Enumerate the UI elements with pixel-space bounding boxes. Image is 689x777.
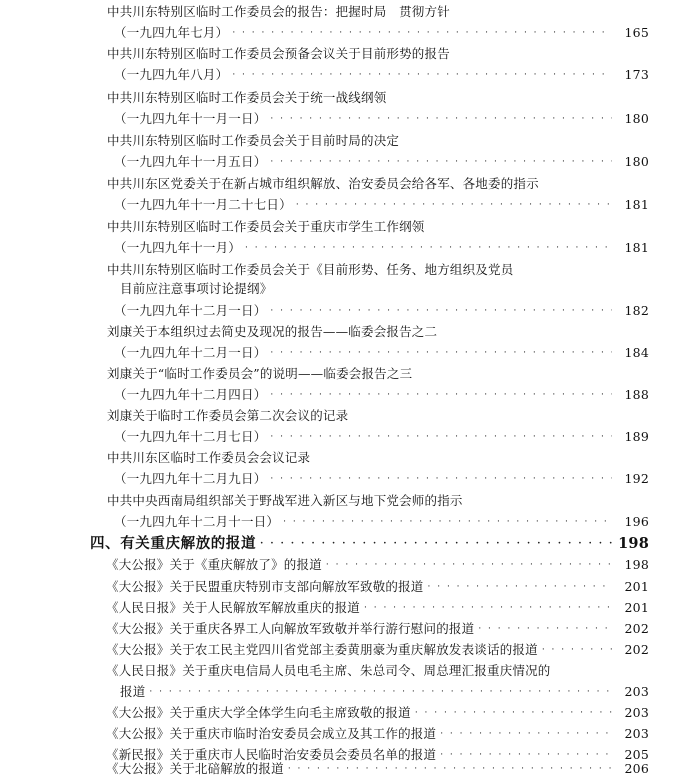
toc-entry-date (0, 467, 689, 487)
dot-leader (270, 387, 612, 403)
toc-entry-date (0, 341, 689, 361)
toc-page-number: 198 (624, 557, 649, 572)
toc-entry-text: 中共川东特别区临时工作委员会关于重庆市学生工作纲领 (107, 219, 425, 234)
toc-entry-title-continued (0, 277, 689, 297)
toc-page-number: 165 (624, 25, 649, 40)
dot-leader (260, 536, 612, 552)
toc-entry-text: 刘康关于本组织过去简史及现况的报告——临委会报告之二 (107, 324, 438, 339)
toc-page-number: 181 (624, 240, 649, 255)
toc-entry (0, 575, 689, 595)
toc-entry-text: 《人民日报》关于人民解放军解放重庆的报道 (106, 600, 361, 615)
toc-page-number: 181 (624, 197, 649, 212)
dot-leader (270, 471, 612, 487)
toc-page-number: 202 (624, 642, 649, 657)
dot-leader (270, 303, 612, 319)
toc-entry-date (0, 383, 689, 403)
toc-entry-text: 刘康关于“临时工作委员会”的说明——临委会报告之三 (107, 366, 413, 381)
toc-entry-text: （一九四九年十二月七日） (114, 429, 267, 444)
toc-entry-text: 《大公报》关于北碚解放的报道 (106, 761, 284, 776)
toc-entry-title (0, 404, 689, 424)
dot-leader (415, 705, 612, 721)
toc-entry-text: （一九四九年八月） (114, 67, 229, 82)
toc-entry-date (0, 63, 689, 83)
toc-entry-text: 中共川东区临时工作委员会会议记录 (107, 450, 311, 465)
dot-leader (270, 154, 612, 170)
dot-leader (296, 197, 612, 213)
toc-page-number: 202 (624, 621, 649, 636)
toc-entry-text: 刘康关于临时工作委员会第二次会议的记录 (107, 408, 349, 423)
toc-entry-text: 《大公报》关于民盟重庆特别市支部向解放军致敬的报道 (106, 579, 424, 594)
dot-leader (270, 111, 612, 127)
toc-entry-text: （一九四九年十一月五日） (114, 154, 267, 169)
toc-page-number: 198 (618, 535, 649, 552)
toc-entry-text: （一九四九年十二月一日） (114, 303, 267, 318)
toc-entry (0, 722, 689, 742)
toc-entry-title (0, 446, 689, 466)
dot-leader (326, 557, 612, 573)
toc-entry-text: 目前应注意事项讨论提纲》 (120, 281, 273, 296)
toc-entry-title (0, 659, 689, 679)
toc-entry-title (0, 129, 689, 149)
toc-entry-text: 《新民报》关于重庆市人民临时治安委员会委员名单的报道 (106, 747, 437, 762)
toc-entry-date (0, 510, 689, 530)
toc-entry-date (0, 150, 689, 170)
toc-entry-text: 中共川东特别区临时工作委员会关于统一战线纲领 (107, 90, 387, 105)
toc-entry-date (0, 425, 689, 445)
toc-entry-continued (0, 680, 689, 700)
toc-entry (0, 553, 689, 573)
toc-entry-text: （一九四九年十二月十一日） (114, 514, 280, 529)
toc-page-number: 184 (624, 345, 649, 360)
toc-entry-date (0, 107, 689, 127)
dot-leader (283, 514, 612, 530)
toc-entry-text: 《大公报》关于重庆大学全体学生向毛主席致敬的报道 (106, 705, 411, 720)
dot-leader (440, 726, 612, 742)
toc-page-number: 182 (624, 303, 649, 318)
toc-entry-text: 《大公报》关于重庆各界工人向解放军致敬并举行游行慰问的报道 (106, 621, 475, 636)
toc-entry (0, 701, 689, 721)
toc-entry-date (0, 21, 689, 41)
toc-page-number: 196 (624, 514, 649, 529)
toc-entry (0, 617, 689, 637)
toc-entry-text: （一九四九年十二月四日） (114, 387, 267, 402)
toc-entry-text: 中共川东区党委关于在新占城市组织解放、治安委员会给各军、各地委的指示 (107, 176, 539, 191)
toc-entry-title (0, 215, 689, 235)
dot-leader (478, 621, 612, 637)
toc-page-number: 203 (624, 684, 649, 699)
toc-entry-text: （一九四九年十二月一日） (114, 345, 267, 360)
toc-entry (0, 757, 689, 777)
toc-entry-text: 《人民日报》关于重庆电信局人员电毛主席、朱总司令、周总理汇报重庆情况的 (106, 663, 551, 678)
toc-page-number: 205 (624, 747, 649, 762)
toc-entry-text: （一九四九年十一月一日） (114, 111, 267, 126)
toc-entry-text: 中共中央西南局组织部关于野战军进入新区与地下党会师的指示 (107, 493, 463, 508)
dot-leader (149, 684, 612, 700)
toc-entry (0, 638, 689, 658)
dot-leader (232, 25, 612, 41)
toc-entry-title (0, 42, 689, 62)
toc-entry-text: 中共川东特别区临时工作委员会的报告：把握时局 贯彻方针 (107, 4, 450, 19)
toc-entry-text: （一九四九年十一月二十七日） (114, 197, 292, 212)
toc-entry-title (0, 172, 689, 192)
toc-entry-title (0, 0, 689, 20)
toc-entry-date (0, 193, 689, 213)
toc-page-number: 180 (624, 154, 649, 169)
toc-entry-text: 中共川东特别区临时工作委员会预备会议关于目前形势的报告 (107, 46, 450, 61)
toc-entry-title (0, 489, 689, 509)
toc-page-number: 189 (624, 429, 649, 444)
dot-leader (542, 642, 612, 658)
dot-leader (270, 345, 612, 361)
dot-leader (245, 240, 612, 256)
toc-page-number: 201 (624, 579, 649, 594)
toc-page-number: 173 (624, 67, 649, 82)
toc-entry-text: （一九四九年十二月九日） (114, 471, 267, 486)
toc-page-number: 180 (624, 111, 649, 126)
toc-page-number: 203 (624, 726, 649, 741)
dot-leader (232, 67, 612, 83)
toc-entry-text: 《大公报》关于《重庆解放了》的报道 (106, 557, 322, 572)
toc-entry-date (0, 236, 689, 256)
toc-entry (0, 596, 689, 616)
dot-leader (270, 429, 612, 445)
toc-page-number: 192 (624, 471, 649, 486)
toc-entry-text: 中共川东特别区临时工作委员会关于《目前形势、任务、地方组织及党员 (107, 262, 514, 277)
toc-page-number: 206 (624, 761, 649, 776)
toc-entry-title (0, 86, 689, 106)
toc-entry-text: 《大公报》关于农工民主党四川省党部主委黄朋豪为重庆解放发表谈话的报道 (106, 642, 538, 657)
toc-entry-title (0, 362, 689, 382)
toc-entry-text: （一九四九年七月） (114, 25, 229, 40)
toc-page-number: 203 (624, 705, 649, 720)
toc-entry-text: 《大公报》关于重庆市临时治安委员会成立及其工作的报道 (106, 726, 437, 741)
toc-entry-title (0, 320, 689, 340)
section-heading-text: 四、有关重庆解放的报道 (90, 535, 257, 552)
toc-entry-text: 中共川东特别区临时工作委员会关于目前时局的决定 (107, 133, 400, 148)
toc-page-number: 201 (624, 600, 649, 615)
toc-entry-title (0, 258, 689, 278)
toc-section-heading (0, 532, 689, 552)
toc-page-number: 188 (624, 387, 649, 402)
toc-entry-date (0, 299, 689, 319)
toc-entry-text: （一九四九年十一月） (114, 240, 242, 255)
toc-entry-text: 报道 (120, 684, 146, 699)
dot-leader (428, 579, 612, 595)
dot-leader (364, 600, 612, 616)
dot-leader (288, 761, 612, 777)
